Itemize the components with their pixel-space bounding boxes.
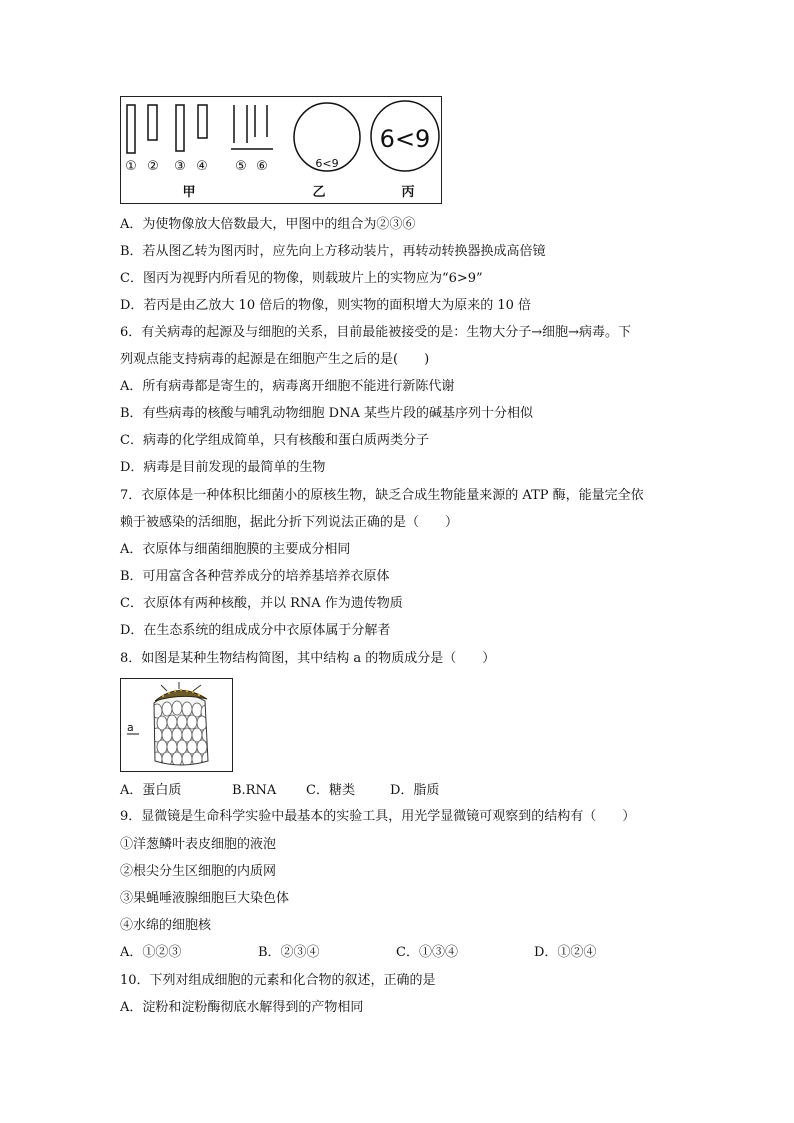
q6-option-c: C．病毒的化学组成简单，只有核酸和蛋白质两类分子 xyxy=(120,433,429,448)
q9-stem: 9．显微镜是生命科学实验中最基本的实验工具，用光学显微镜可观察到的结构有（ ） xyxy=(120,809,636,824)
q9-item-2: ②根尖分生区细胞的内质网 xyxy=(120,864,277,879)
organism-structure-figure xyxy=(120,678,233,772)
q9-item-1: ①洋葱鳞叶表皮细胞的液泡 xyxy=(120,837,277,852)
q8-option-b: B.RNA xyxy=(232,783,277,798)
q7-option-d: D．在生态系统的组成成分中衣原体属于分解者 xyxy=(120,623,391,638)
q8-option-d: D．脂质 xyxy=(390,783,440,798)
q7-option-c: C．衣原体有两种核酸，并以 RNA 作为遗传物质 xyxy=(120,596,403,611)
q7-stem-line-1: 7．衣原体是一种体积比细菌小的原核生物，缺乏合成生物能量来源的 ATP 酶，能量完全依 xyxy=(120,488,644,503)
q7-option-b: B．可用富含各种营养成分的培养基培养衣原体 xyxy=(120,569,390,584)
q8-options xyxy=(120,782,680,800)
panel-label-jia: 甲 xyxy=(182,185,196,200)
objective-lens-3 xyxy=(176,105,184,151)
structure-label-a: a xyxy=(127,721,134,734)
q6-option-b: B．有些病毒的核酸与哺乳动物细胞 DNA 某些片段的碱基序列十分相似 xyxy=(120,406,534,421)
q7-option-a: A．衣原体与细菌细胞膜的主要成分相同 xyxy=(120,542,351,557)
q6-option-d: D．病毒是目前发现的最简单的生物 xyxy=(120,460,326,475)
q9-item-4: ④水绵的细胞核 xyxy=(120,918,212,933)
lens-number: ③ xyxy=(174,159,186,174)
lens-number: ④ xyxy=(196,159,208,174)
lens-number: ② xyxy=(147,159,159,174)
q5-option-b: B．若从图乙转为图丙时，应先向上方移动装片，再转动转换器换成高倍镜 xyxy=(120,244,546,259)
panel-label-yi: 乙 xyxy=(312,185,326,200)
lens-number: ⑥ xyxy=(256,159,268,174)
view-bing-text: 6<9 xyxy=(379,125,431,153)
q9-options xyxy=(120,944,680,962)
q8-stem: 8．如图是某种生物结构简图，其中结构 a 的物质成分是（ ） xyxy=(120,651,496,666)
q10-option-a: A．淀粉和淀粉酶彻底水解得到的产物相同 xyxy=(120,1000,364,1015)
q9-option-c: C．①③④ xyxy=(396,945,458,960)
panel-label-bing: 丙 xyxy=(401,185,415,200)
q5-option-c: C．图丙为视野内所看见的物像，则载玻片上的实物应为“6>9” xyxy=(120,271,483,286)
q9-option-a: A．①②③ xyxy=(120,945,182,960)
q6-option-a: A．所有病毒都是寄生的，病毒离开细胞不能进行新陈代谢 xyxy=(120,379,455,394)
q8-option-c: C．糖类 xyxy=(306,783,355,798)
q6-stem-line-2: 列观点能支持病毒的起源是在细胞产生之后的是( ) xyxy=(120,352,430,367)
objective-lens-1 xyxy=(127,105,135,153)
lens-number: ⑤ xyxy=(235,159,247,174)
microscope-figure xyxy=(120,96,442,204)
q9-item-3: ③果蝇唾液腺细胞巨大染色体 xyxy=(120,891,290,906)
lens-number: ① xyxy=(125,159,137,174)
objective-lens-4 xyxy=(198,105,207,138)
view-yi-text: 6<9 xyxy=(315,157,339,170)
q7-stem-line-2: 赖于被感染的活细胞，据此分折下列说法正确的是（ ） xyxy=(120,515,459,530)
q5-option-d: D．若丙是由乙放大 10 倍后的物像，则实物的面积增大为原来的 10 倍 xyxy=(120,298,532,313)
q9-option-b: B．②③④ xyxy=(258,945,320,960)
q5-option-a: A．为使物像放大倍数最大，甲图中的组合为②③⑥ xyxy=(120,217,416,232)
objective-lens-2 xyxy=(148,105,157,140)
q10-stem: 10．下列对组成细胞的元素和化合物的叙述，正确的是 xyxy=(120,973,436,988)
q9-option-d: D．①②④ xyxy=(534,945,597,960)
q6-stem-line-1: 6．有关病毒的起源及与细胞的关系，目前最能被接受的是：生物大分子→细胞→病毒。下 xyxy=(120,325,632,340)
q8-option-a: A．蛋白质 xyxy=(120,783,182,798)
